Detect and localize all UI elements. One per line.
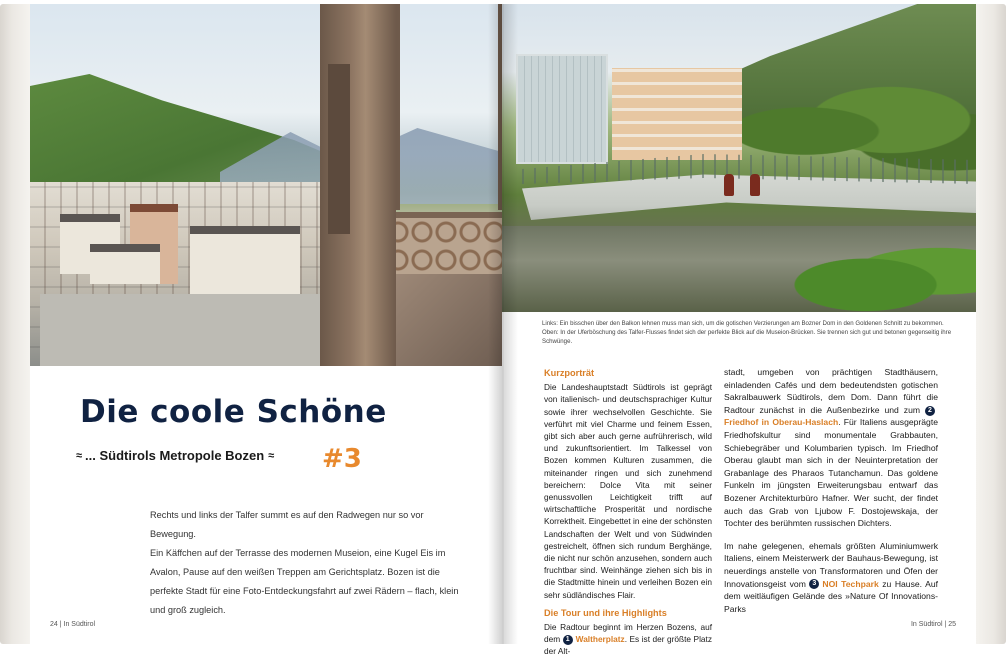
section-heading: Kurzporträt	[544, 368, 595, 378]
page-title: Die coole Schöne	[80, 394, 387, 430]
body-text: stadt, umgeben von prächtigen Stadthäusern, einladenden Cafés und dem bedeutendsten gotischen Sakralbauwerk Südtirols, dem Dom. Dann führt die Radtour zunächst in die Außenbezirke und zum 2Friedhof in Oberau-Haslach. Für Italiens ausgeprägte Friedhofskultur sind monumentale Grabbauten, Schiebegräber und Kolumbarien typisch. Im Friedhof Oberau glaubt man sich in der Neuinterpretation der Grabanlage des Pharaos Tutanchamun. Das goldene Funkeln im jüngsten Erweiterungsbau entwarf das Bozener Architekturbüro Hafner. Wer sucht, der findet auch das Grab von Ljubow F. Dostojewskaja, der Tochter des berühmten russischen Dichters.	[724, 367, 938, 529]
section-heading: Die Tour und ihre Highlights	[544, 607, 667, 618]
body-text: Im nahe gelegenen, ehemals größten Aluminiumwerk Italiens, einem Meisterwerk der Bauhaus-Bewegung, ist neuerdings anstelle von Transformatoren und Öfen der Innovationsgeist vom 3 NOI Techpark zu Hause. Auf dem weitläufigen Gelände des »Nature Of Innovations-Parks	[724, 540, 938, 614]
subtitle-text: ... Südtirols Metropole Bozen	[85, 448, 265, 463]
cyclist	[724, 174, 734, 196]
right-page	[502, 4, 976, 657]
intro-line: Avalon, Pause auf den weißen Treppen am Gerichtsplatz. Bozen ist die	[150, 567, 440, 577]
folio-left: 24 | In Südtirol	[50, 621, 96, 628]
highlight-friedhof: Friedhof in Oberau-Haslach	[724, 417, 839, 428]
gothic-tower	[320, 4, 396, 366]
intro-text	[150, 506, 462, 620]
bozen-city-photo	[30, 4, 502, 366]
squiggle-icon: ≈	[76, 449, 82, 462]
body-text: Die Radtour beginnt im Herzen Bozens, auf dem 1 Waltherplatz. Es ist der größte Platz der Alt-	[544, 622, 712, 657]
left-page	[30, 4, 502, 644]
marker-2-icon: 2	[925, 406, 935, 416]
museion-bridge-photo	[502, 4, 976, 312]
photo-caption: Links: Ein bisschen über den Balkon lehnen muss man sich, um die gotischen Verzierungen am Bozner Dom in den Goldenen Schnitt zu bekommen. Oben: In der Uferböschung des Talfer-Flusses findet sich der perfekte Blick auf die Museion-Brücken. Sie trennen sich gut und betonen gegenseitig ihre Schwünge.	[542, 320, 952, 345]
cyclist	[750, 174, 760, 196]
intro-line: Rechts und links der Talfer summt es auf den Radwegen nur so vor Bewegung.	[150, 510, 424, 539]
highlight-waltherplatz: Waltherplatz	[575, 634, 625, 645]
museion-building	[516, 54, 608, 164]
marker-1-icon: 1	[563, 635, 573, 645]
page-edge-left	[0, 4, 30, 644]
marker-3-icon: 3	[809, 579, 819, 589]
highlight-noi-techpark: NOI Techpark	[822, 578, 879, 589]
text-column-2	[724, 366, 938, 615]
intro-line: perfekte Stadt für eine Foto-Entdeckungsfahrt auf zwei Rädern – flach, klein	[150, 586, 459, 596]
subtitle	[76, 448, 273, 463]
text-column-1	[544, 367, 712, 658]
body-text: Die Landeshauptstadt Südtirols ist geprägt von italienisch- und deutschsprachiger Kultur sowie ihrer wechselvollen Geschichte. Sie verführt mit viel Charme und feinem Essen, gibt sich aber auch gerne aufrührerisch, wild und zukunftsorientiert. Im Talkessel von Bozen kommen Kulturen zusammen, die miteinander ringen und sich zunehmend bereichern: Dolce Vita mit seiner genussvollen Leichtigkeit trifft auf wirtschaftliche Prosperität und nordische Korrektheit. Eingebettet in eine der schönsten Landschaften der Welt und von Südwinden gestreichelt, öffnen sich rundum Berghänge, die nicht nur schön anzusehen, sondern auch fruchtbar sind. Weinhänge ziehen sich bis in die Stadtmitte hinein und verleihen Bozen ein sehr südländisches Flair.	[544, 382, 712, 600]
chapter-number: #3	[322, 444, 362, 474]
folio-right: In Südtirol | 25	[910, 621, 956, 628]
squiggle-icon: ≈	[268, 449, 274, 462]
title-area	[30, 366, 502, 644]
intro-line: Ein Käffchen auf der Terrasse des modernen Museion, eine Kugel Eis im	[150, 548, 446, 558]
intro-line: und groß zugleich.	[150, 605, 226, 615]
page-edge-right	[976, 4, 1006, 644]
